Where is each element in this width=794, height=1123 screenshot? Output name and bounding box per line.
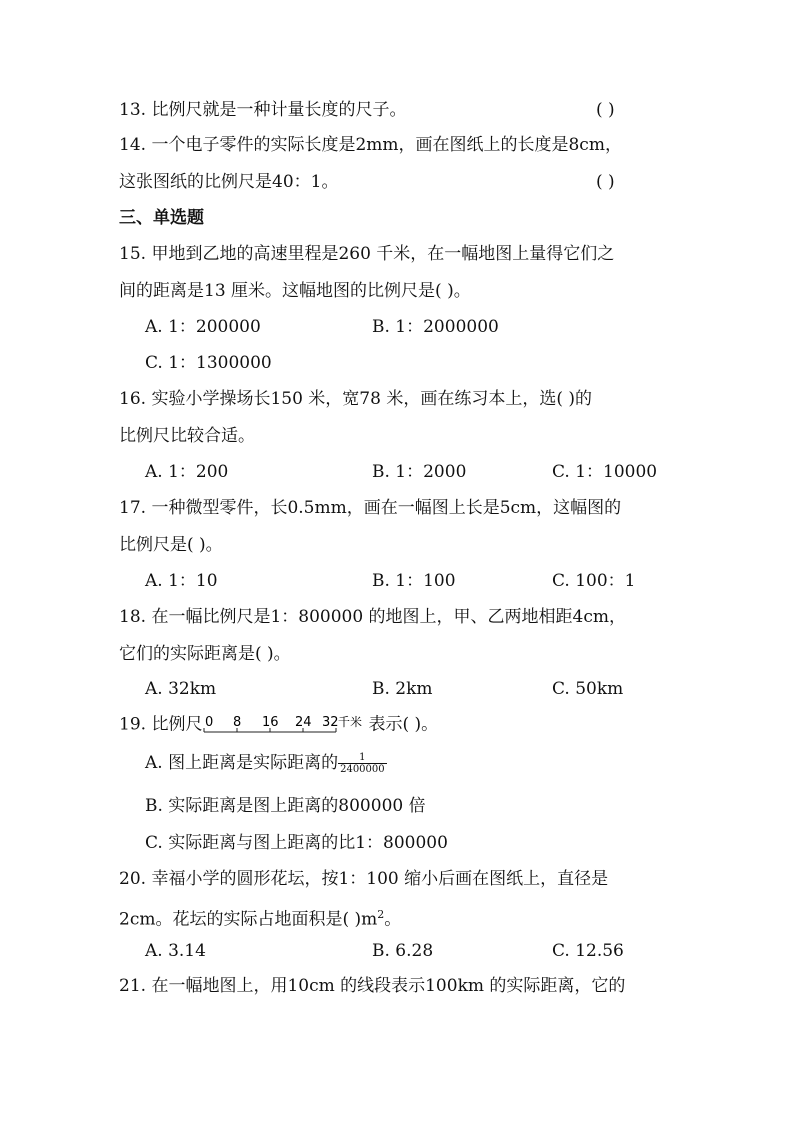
answer-paren-14[interactable]: ( ): [596, 172, 615, 192]
q17-option-b[interactable]: B. 1：100: [372, 571, 456, 591]
question-18-line2: 它们的实际距离是( )。: [119, 644, 291, 664]
question-17-line2: 比例尺是( )。: [119, 535, 223, 555]
question-13: 13. 比例尺就是一种计量长度的尺子。: [119, 100, 407, 120]
scale-tick-label: 0: [205, 715, 214, 730]
q20-option-b[interactable]: B. 6.28: [372, 941, 434, 961]
q16-option-c[interactable]: C. 1：10000: [552, 462, 658, 482]
q16-option-a[interactable]: A. 1：200: [145, 462, 229, 482]
q17-option-c[interactable]: C. 100：1: [552, 571, 636, 591]
q15-option-b[interactable]: B. 1：2000000: [372, 317, 499, 337]
fraction-numerator: 1: [359, 752, 366, 763]
section-title: 三、单选题: [119, 208, 204, 228]
scale-tick-label: 24: [295, 715, 312, 730]
question-21-line1: 21. 在一幅地图上，用10cm 的线段表示100km 的实际距离，它的: [119, 976, 626, 996]
scale-tick-label: 16: [262, 715, 279, 730]
question-15-line2: 间的距离是13 厘米。这幅地图的比例尺是( )。: [119, 281, 471, 301]
q19-option-a-text: A. 图上距离是实际距离的: [145, 753, 339, 773]
question-14-line2: 这张图纸的比例尺是40：1。: [119, 172, 339, 192]
q16-option-b[interactable]: B. 1：2000: [372, 462, 467, 482]
q15-option-c[interactable]: C. 1：1300000: [145, 353, 272, 373]
q18-option-c[interactable]: C. 50km: [552, 679, 624, 699]
q18-option-b[interactable]: B. 2km: [372, 679, 433, 699]
q19-option-c[interactable]: C. 实际距离与图上距离的比1：800000: [145, 833, 448, 853]
question-19-line1: [119, 712, 438, 738]
question-14-line1: 14. 一个电子零件的实际长度是2mm，画在图纸上的长度是8cm，: [119, 135, 622, 155]
q19-option-a[interactable]: [145, 752, 387, 775]
question-18-line1: 18. 在一幅比例尺是1：800000 的地图上，甲、乙两地相距4cm，: [119, 607, 627, 627]
question-16-line1: 16. 实验小学操场长150 米，宽78 米，画在练习本上，选( )的: [119, 389, 592, 409]
q20-option-c[interactable]: C. 12.56: [552, 941, 624, 961]
question-17-line1: 17. 一种微型零件，长0.5mm，画在一幅图上长是5cm，这幅图的: [119, 498, 622, 518]
q17-option-a[interactable]: A. 1：10: [145, 571, 218, 591]
q15-option-a[interactable]: A. 1：200000: [145, 317, 261, 337]
q20-option-a[interactable]: A. 3.14: [145, 941, 206, 961]
fraction-denominator: 2400000: [340, 764, 385, 775]
fraction: [338, 752, 387, 775]
scale-unit-label: 千米: [338, 715, 363, 729]
q19-suffix: 表示( )。: [368, 714, 439, 735]
q19-option-b[interactable]: B. 实际距离是图上距离的800000 倍: [145, 796, 426, 816]
scale-bar-diagram: [202, 712, 368, 738]
q20-line2-text: 2cm。花坛的实际占地面积是( )m: [119, 909, 378, 930]
q20-line2-end: 。: [384, 909, 402, 930]
question-20-line1: 20. 幸福小学的圆形花坛，按1：100 缩小后画在图纸上，直径是: [119, 869, 609, 889]
question-16-line2: 比例尺比较合适。: [119, 426, 255, 446]
answer-paren-13[interactable]: ( ): [596, 100, 615, 120]
scale-tick-label: 32: [322, 715, 339, 730]
q19-prefix: 19. 比例尺: [119, 714, 203, 735]
question-15-line1: 15. 甲地到乙地的高速里程是260 千米，在一幅地图上量得它们之: [119, 244, 615, 264]
q18-option-a[interactable]: A. 32km: [145, 679, 217, 699]
superscript: 2: [377, 908, 385, 921]
question-20-line2: [119, 904, 401, 931]
scale-tick-label: 8: [233, 715, 242, 730]
